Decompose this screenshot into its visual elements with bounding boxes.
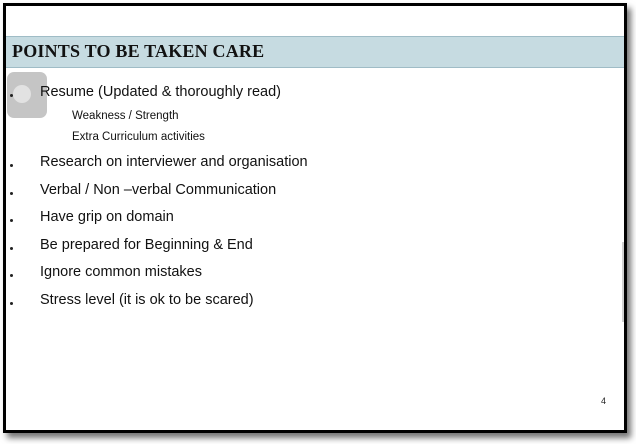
list-item-label: Stress level (it is ok to be scared): [40, 292, 254, 308]
page-number: 4: [601, 396, 607, 406]
bullet-icon: [10, 219, 13, 222]
list-item: [6, 237, 606, 261]
scrollbar[interactable]: [622, 242, 624, 322]
slide-title: POINTS TO BE TAKEN CARE: [12, 41, 265, 61]
title-bar: [6, 36, 624, 68]
bullet-icon: [10, 192, 13, 195]
list-item-label: Research on interviewer and organisation: [40, 154, 308, 170]
list-item-label: Have grip on domain: [40, 209, 174, 225]
bullet-icon: [10, 302, 13, 305]
list-item-label: Verbal / Non –verbal Communication: [40, 182, 277, 198]
bullet-icon: [10, 164, 13, 167]
list-item-label: Resume (Updated & thoroughly read): [40, 84, 281, 100]
list-item: [6, 292, 606, 316]
list-item: [6, 84, 606, 108]
list-item-label: Ignore common mistakes: [40, 264, 202, 280]
bullet-icon: [10, 247, 13, 250]
list-item: [6, 264, 606, 288]
bullet-icon: [10, 94, 13, 97]
bullet-icon: [10, 274, 13, 277]
list-item: [6, 182, 606, 206]
sub-item: Extra Curriculum activities: [72, 131, 205, 143]
list-item: [6, 209, 606, 233]
sub-item: Weakness / Strength: [72, 110, 179, 122]
list-item: [6, 154, 606, 178]
slide-frame: [3, 3, 627, 433]
list-item-label: Be prepared for Beginning & End: [40, 237, 253, 253]
